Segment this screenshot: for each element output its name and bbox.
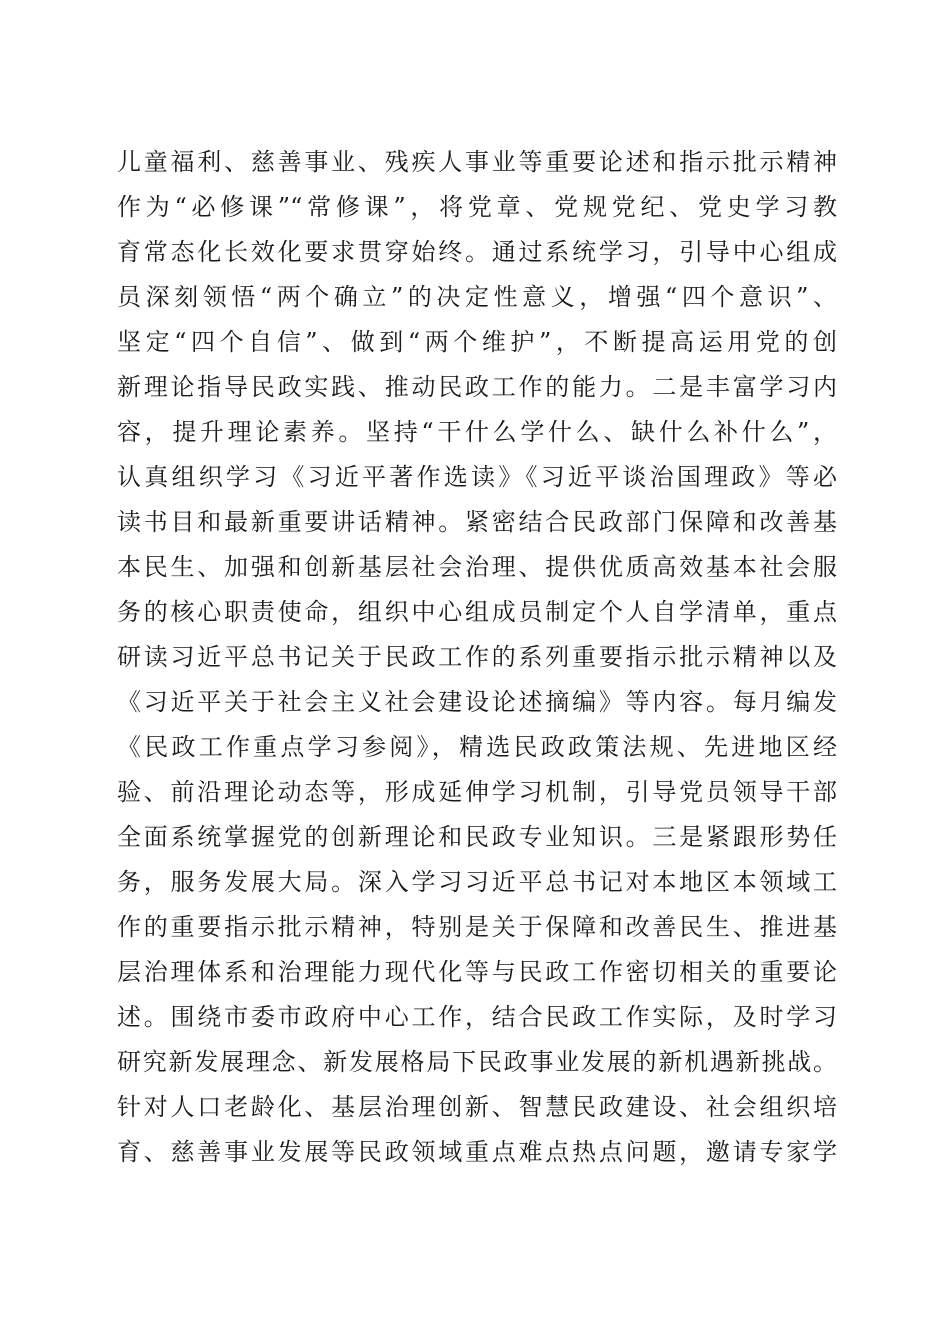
text-line: 坚定“四个自信”、做到“两个维护”，不断提高运用党的创 bbox=[117, 328, 837, 356]
text-line: 作的重要指示批示精神，特别是关于保障和改善民生、推进基 bbox=[117, 913, 837, 941]
text-line: 述。围绕市委市政府中心工作，结合民政工作实际，及时学习 bbox=[117, 1003, 837, 1031]
text-line: 认真组织学习《习近平著作选读》《习近平谈治国理政》等必 bbox=[117, 463, 837, 491]
text-line: 层治理体系和治理能力现代化等与民政工作密切相关的重要论 bbox=[117, 958, 837, 986]
text-line: 新理论指导民政实践、推动民政工作的能力。二是丰富学习内 bbox=[117, 373, 837, 401]
text-line: 育、慈善事业发展等民政领域重点难点热点问题，邀请专家学 bbox=[117, 1138, 837, 1166]
text-line: 全面系统掌握党的创新理论和民政专业知识。三是紧跟形势任 bbox=[117, 823, 837, 851]
text-line: 读书目和最新重要讲话精神。紧密结合民政部门保障和改善基 bbox=[117, 508, 837, 536]
text-line: 《习近平关于社会主义社会建设论述摘编》等内容。每月编发 bbox=[117, 688, 837, 716]
text-line: 儿童福利、慈善事业、残疾人事业等重要论述和指示批示精神 bbox=[117, 148, 837, 176]
text-line: 研究新发展理念、新发展格局下民政事业发展的新机遇新挑战。 bbox=[117, 1048, 837, 1076]
text-line: 《民政工作重点学习参阅》，精选民政政策法规、先进地区经 bbox=[117, 733, 837, 761]
text-line: 针对人口老龄化、基层治理创新、智慧民政建设、社会组织培 bbox=[117, 1093, 837, 1121]
text-line: 容，提升理论素养。坚持“干什么学什么、缺什么补什么”， bbox=[117, 418, 837, 446]
text-line: 本民生、加强和创新基层社会治理、提供优质高效基本社会服 bbox=[117, 553, 837, 581]
text-line: 育常态化长效化要求贯穿始终。通过系统学习，引导中心组成 bbox=[117, 238, 837, 266]
text-line: 研读习近平总书记关于民政工作的系列重要指示批示精神以及 bbox=[117, 643, 837, 671]
body-text bbox=[117, 140, 837, 1175]
text-line: 验、前沿理论动态等，形成延伸学习机制，引导党员领导干部 bbox=[117, 778, 837, 806]
text-line: 务，服务发展大局。深入学习习近平总书记对本地区本领域工 bbox=[117, 868, 837, 896]
text-line: 员深刻领悟“两个确立”的决定性意义，增强“四个意识”、 bbox=[117, 283, 837, 311]
text-line: 务的核心职责使命，组织中心组成员制定个人自学清单，重点 bbox=[117, 598, 837, 626]
text-line: 作为“必修课”“常修课”，将党章、党规党纪、党史学习教 bbox=[117, 193, 837, 221]
